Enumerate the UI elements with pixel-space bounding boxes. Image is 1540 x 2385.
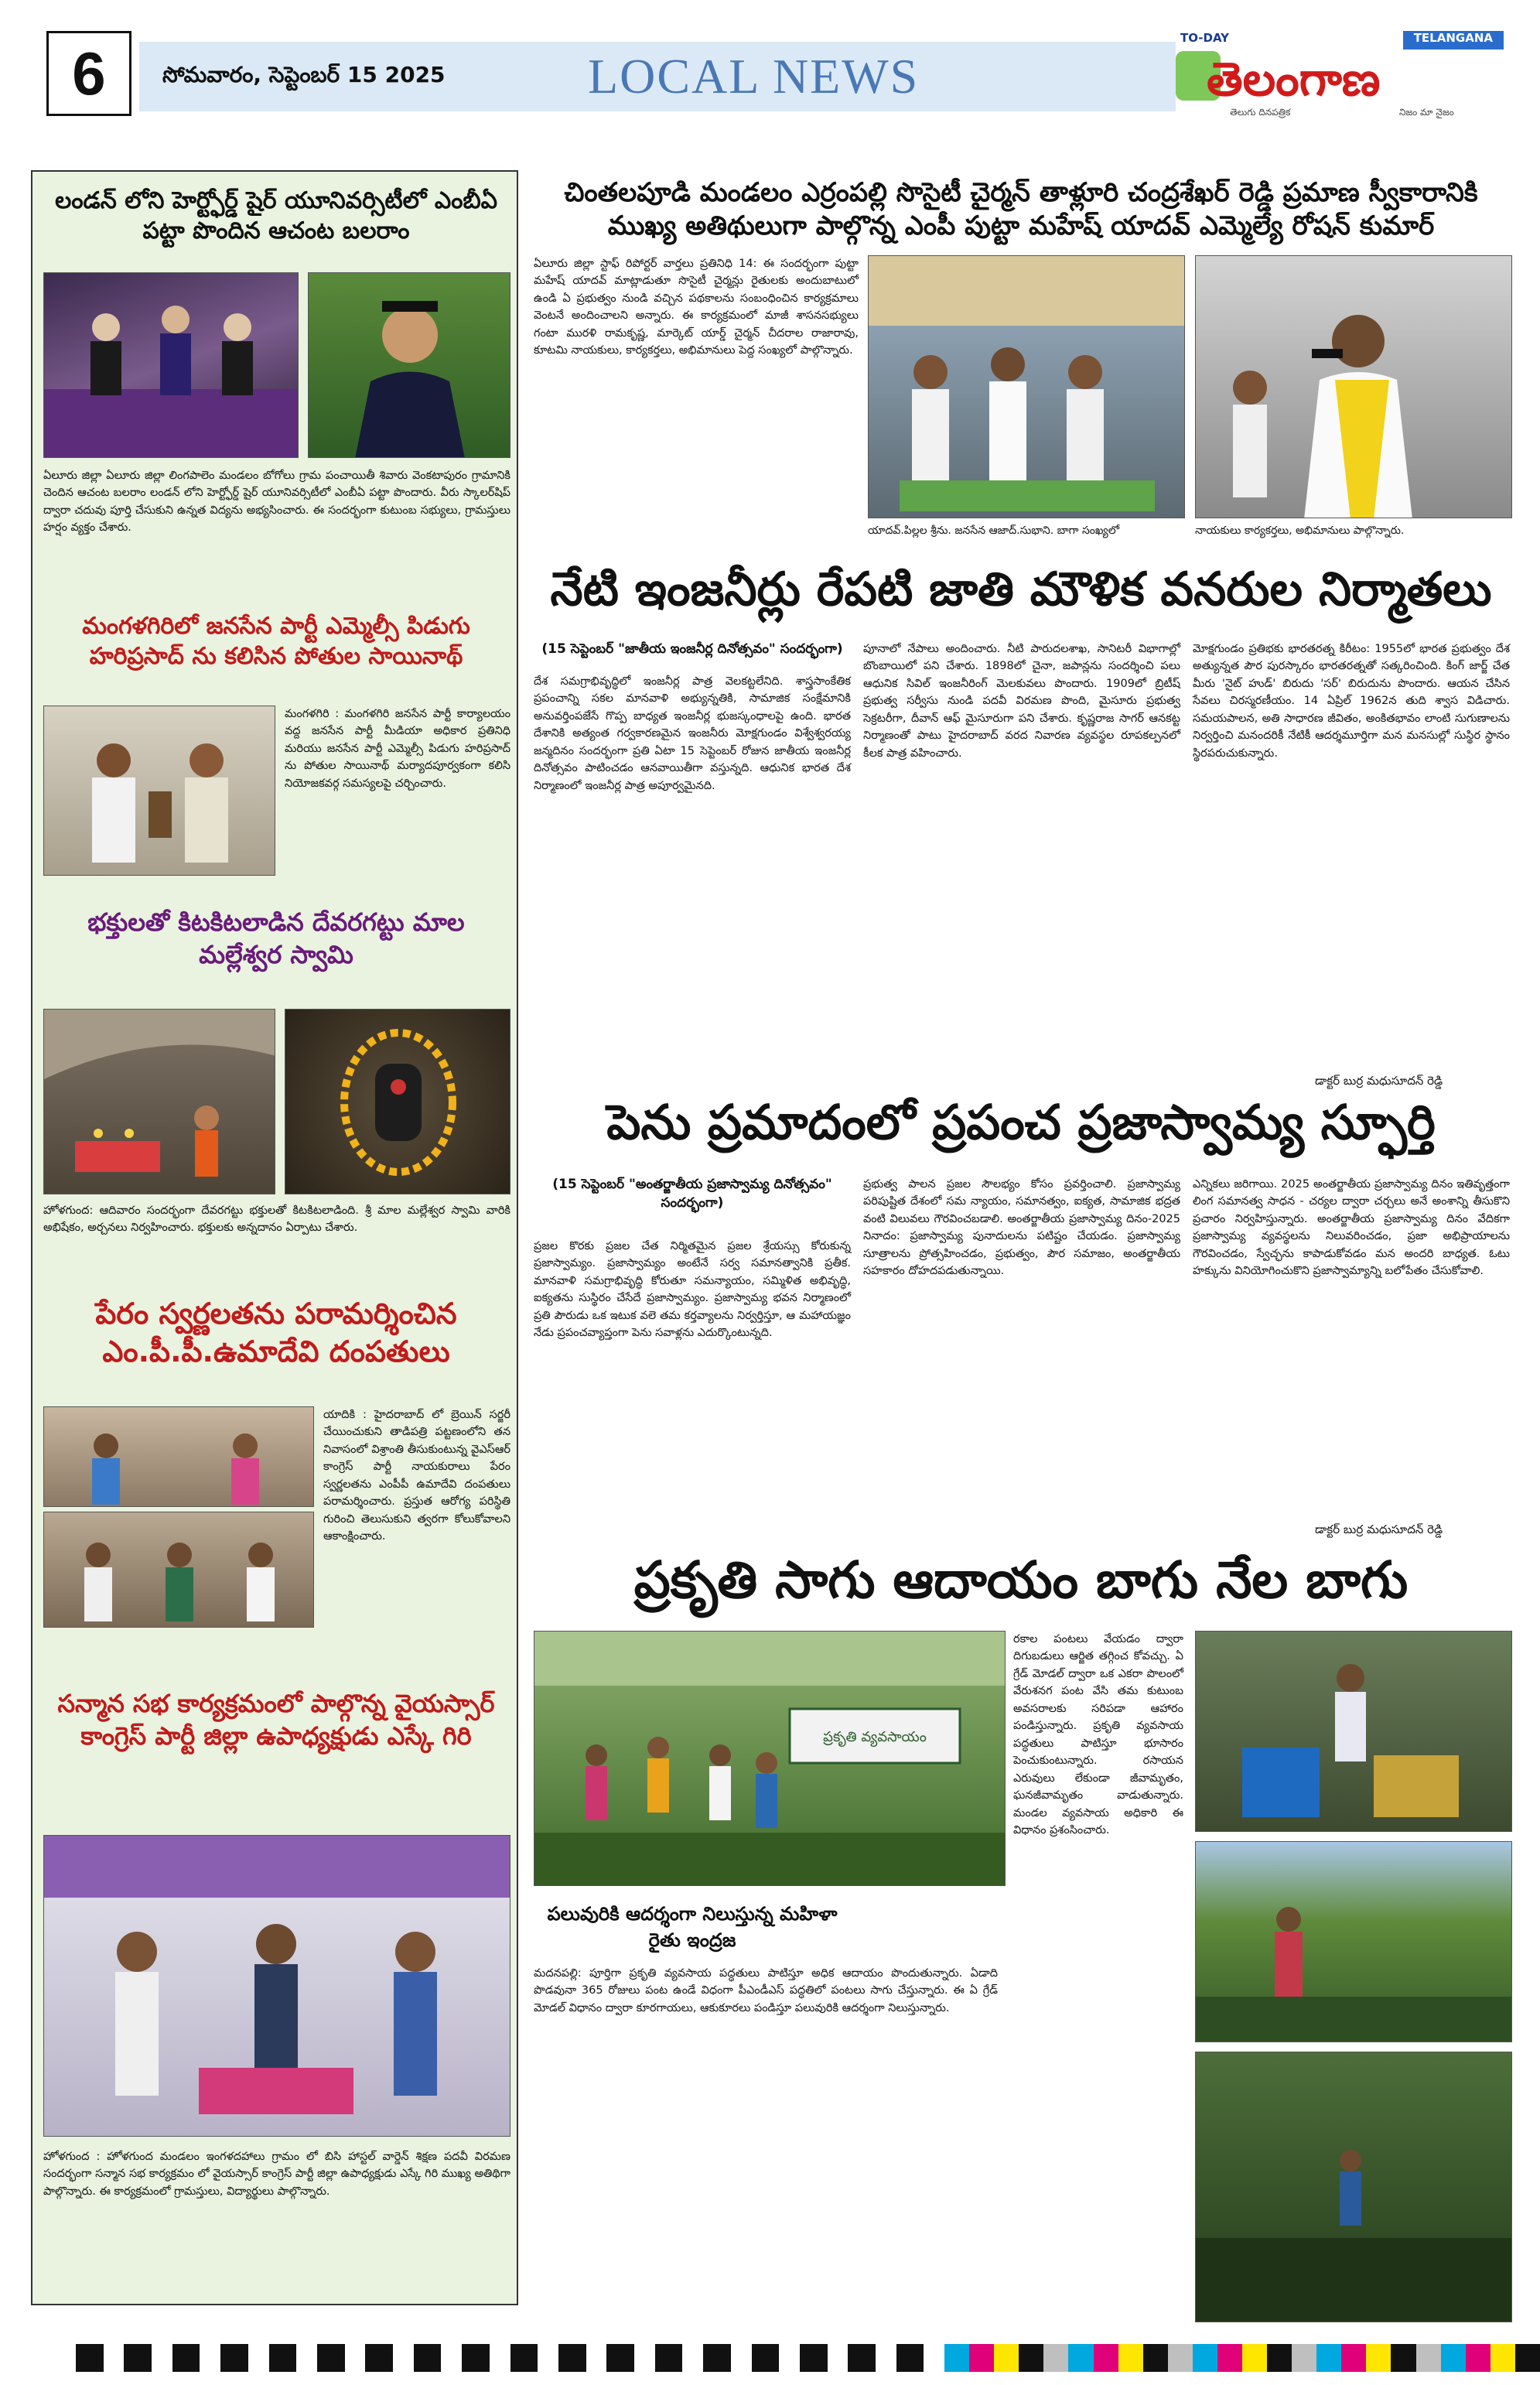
mp-speaking-photo [1195,255,1512,518]
democracy-subhead: (15 సెప్టెంబర్ "అంతర్జాతీయ ప్రజాస్వామ్య దినోత్సవం" సందర్భంగా) [552,1177,832,1211]
story2-headline: మంగళగిరిలో జనసేన పార్టీ ఎమ్మెల్సీ పిడుగు హరిప్రసాద్ ను కలిసిన పోతుల సాయినాథ్ [82,613,470,670]
page-number: 6 [46,31,131,116]
print-color-bar [0,2344,1540,2372]
story4-headline: పేరం స్వర్ణలతను పరామర్శించిన ఎం.పీ.పీ.ఉమాదేవి దంపతులు [95,1297,457,1369]
story5-headline: సన్మాన సభ కార్యక్రమంలో పాల్గొన్న వైయస్సార్ కాంగ్రెస్ పార్టీ జిల్లా ఉపాధ్యక్షుడు ఎస్కే గిరి [57,1689,495,1751]
deity-idol-photo [285,1009,510,1194]
newspaper-logo [1176,31,1508,124]
farming-col-1: మదనపల్లి: పూర్తిగా ప్రకృతి వ్యవసాయ పద్ధతులు పాటిస్తూ అధిక ఆదాయం పొందుతున్నారు. ఏడాది పొడవునా 365 రోజులు పంట ఉండే విధంగా పీఎండీఎస్ పద్ధతిలో పంటలు సాగు చేస్తున్నారు. ఈ ఏ గ్రేడ్ మోడల్ విధానం ద్వారా కూరగాయలు, ఆకుకూరలు పండిస్తూ పలువురికి ఆదర్శంగా నిలుస్తున్నారు. [534,1967,998,2014]
visit-photo-2 [43,1512,314,1628]
engineers-headline: నేటి ఇంజనీర్లు రేపటి జాతి మౌళిక వనరుల నిర్మాతలు [550,562,1492,617]
story3-body: హోళగుంద: ఆదివారం సందర్భంగా దేవరగట్టు భక్తులతో కిటకిటలాడింది. శ్రీ మాల మల్లేశ్వర స్వామి వారికి అభిషేకం, అర్చనలు నిర్వహించారు. భక్తులకు అన్నదానం ఏర్పాటు చేశారు. [43,1204,510,1235]
logo-name: తెలంగాణ [1207,53,1381,107]
photo-banner-text: ప్రకృతి వ్యవసాయం [823,1729,927,1745]
meeting-photo [43,706,275,876]
engineers-signature: డాక్టర్ బుర్ర మధుసూదన్ రెడ్డి [1315,1074,1443,1088]
logo-today: TO-DAY [1180,31,1229,45]
left-column [31,170,518,2305]
farming-side-caption: పలువురికి ఆదర్శంగా నిలుస్తున్న మహిళా రైతు ఇంద్రజ [547,1903,838,1951]
logo-top-strip [1176,31,1508,50]
logo-telangana: TELANGANA [1403,31,1504,50]
felicitation-photo [43,1835,510,2137]
swearing-in-photo [868,255,1185,518]
section-title: LOCAL NEWS [588,49,920,104]
page-header [46,31,1508,124]
farmer-woman-photo-1 [1195,1631,1512,1832]
story4-body: యాదికి : హైదరాబాద్ లో బ్రెయిన్ సర్జరీ చేయించుకుని తాడిపత్రి పట్టణంలోని తన నివాసంలో విశ్రాంతి తీసుకుంటున్న వైఎస్ఆర్ కాంగ్రెస్ పార్టీ నాయకురాలు పేరం స్వర్ణలతను ఎంపీపీ ఉమాదేవి దంపతులు పరామర్శించారు. ప్రస్తుత ఆరోగ్య పరిస్థితి గురించి తెలుసుకుని త్వరగా కోలుకోవాలని ఆకాంక్షించారు. [323,1409,510,1543]
top-story-caption-2: నాయకులు కార్యకర్తలు, అభిమానులు పాల్గొన్నారు. [1195,524,1405,537]
logo-tagline [1176,107,1508,120]
farming-headline: ప్రకృతి సాగు ఆదాయం బాగు నేల బాగు [633,1550,1409,1610]
story1-body: ఏలూరు జిల్లా ఏలూరు జిల్లా లింగపాలెం మండలం బోగోలు గ్రామ పంచాయితీ శివారు వెంకటాపురం గ్రామానికి చెందిన ఆచంట బలరాం లండన్ లోని హెర్ట్ఫోర్డ్ షైర్ యూనివర్సిటీలో ఎంబీఏ పట్టా పొందారు. వీరు స్కాలర్‌షిప్ ద్వారా చదువు పూర్తి చేసుకుని ఉన్నత విద్యను అభ్యసించారు. ఈ సందర్భంగా కుటుంబ సభ్యులు, గ్రామస్తులు హర్షం వ్యక్తం చేశారు. [43,470,510,535]
story3-headline: భక్తులతో కిటకిటలాడిన దేవరగట్టు మాల మల్లేశ్వర స్వామి [87,907,465,969]
graduate-portrait-photo [308,272,510,458]
farming-col-2: రకాల పంటలు వేయడం ద్వారా దిగుబడులు ఆర్జిత తగ్గించ కోవచ్చు. ఏ గ్రేడ్ మోడల్ ద్వారా ఒక ఎకరా పొలంలో వేరుశనగ పంట వేసి తమ కుటుంబ అవసరాలకు సరిపడా ఆహారం పండిస్తున్నారు. ప్రకృతి వ్యవసాయ పద్ధతులు పాటిస్తూ భూసారం పెంచుకుంటున్నారు. రసాయన ఎరువులు లేకుండా జీవామృతం, ఘనజీవామృతం వాడుతున్నారు. మండల వ్యవసాయ అధికారి ఈ విధానం ప్రశంసించారు. [1013,1633,1183,1837]
story2-body: మంగళగిరి : మంగళగిరి జనసేన పార్టీ కార్యాలయం వద్ద జనసేన పార్టీ మీడియా అధికార ప్రతినిధి మరియు జనసేన పార్టీ ఎమ్మెల్సీ పిడుగు హరిప్రసాద్ ను పోతుల సాయినాథ్ మర్యాదపూర్వకంగా కలిసి నియోజకవర్గ సమస్యలపై చర్చించారు. [285,708,510,790]
top-story-headline: చింతలపూడి మండలం ఎర్రంపల్లి సొసైటీ చైర్మన్ తాళ్లూరి చంద్రశేఖర్ రెడ్డి ప్రమాణ స్వీకారానికి ముఖ్య అతిథులుగా పాల్గొన్న ఎంపీ పుట్టా మహేష్ యాదవ్ ఎమ్మెల్యే రోషన్ కుమార్ [564,177,1478,241]
farmer-woman-photo-2 [1195,1841,1512,2042]
democracy-col-3: ఎన్నికలు జరిగాయి. 2025 అంతర్జాతీయ ప్రజాస్వామ్య దినం ఇతివృత్తంగా లింగ సమానత్వ సాధన - చర్యల ద్వారా చర్చలు అనే అంశాన్ని తీసుకొని ప్రచారం నిర్వహిస్తున్నారు. అంతర్జాతీయ ప్రజాస్వామ్య దినం వేదికగా ప్రజాస్వామ్య వ్యవస్థలను నిలువరించడం, ప్రజా అభిప్రాయాలను గౌరవించడం, స్వేచ్ఛను కాపాడుకోవడం మన అందరి బాధ్యత. ఓటు హక్కును వినియోగించుకొని ప్రజాస్వామ్యాన్ని బలోపేతం చేసుకోవాలి. [1193,1178,1510,1278]
story1-headline: లండన్ లోని హెర్ట్ఫోర్డ్ షైర్ యూనివర్సిటీలో ఎంబీఏ పట్టా పొందిన ఆచంట బలరాం [55,187,497,244]
farm-field-photo [1195,2052,1512,2322]
democracy-headline: పెను ప్రమాదంలో ప్రపంచ ప్రజాస్వామ్య స్ఫూర్తి [606,1094,1436,1150]
engineers-col-1: దేశ సమగ్రాభివృద్ధిలో ఇంజనీర్ల పాత్ర వెలకట్టలేనిది. శాస్త్రసాంకేతిక ప్రపంచాన్ని సకల మానవాళి అభ్యున్నతికి, సామాజిక సంక్షేమానికి అనువర్తింపజేసే గొప్ప బాధ్యత ఇంజనీర్ల భుజస్కంధాలపై ఉంది. భారత దేశానికి అత్యంత గర్వకారణమైన ఇంజనీరు మోక్షగుండం విశ్వేశ్వరయ్య జన్మదినం సందర్భంగా ప్రతి ఏటా 15 సెప్టెంబర్ రోజున జాతీయ ఇంజనీర్ల దినోత్సవం పాటించడం ఆనవాయితీగా వస్తున్నది. ఆధునిక భారత దేశ నిర్మాణంలో ఇంజనీర్ల పాత్ర అపూర్వమైనది. [534,675,851,792]
democracy-col-1: ప్రజల కొరకు ప్రజల చేత నిర్మితమైన ప్రజల శ్రేయస్సు కోరుకున్న ప్రజాస్వామ్యం. ప్రజాస్వామ్యం అంటేనే సర్వ సమానత్వానికి ప్రతీక. మానవాళి సమగ్రాభివృద్ధి కోరుతూ సమన్యాయం, సమ్మిళిత అభివృద్ధి, ఐక్యతను సుస్థిరం చేసేదే ప్రజాస్వామ్యం. ప్రజాస్వామ్య భవన నిర్మాణంలో ప్రతి పౌరుడు ఒక ఇటుక వలె తమ కర్తవ్యాలను నిర్వర్తిస్తూ, ఆ మహాయజ్ఞం నేడు ప్రపంచవ్యాప్తంగా పెను సవాళ్లను ఎదుర్కొంటున్నది. [534,1240,851,1340]
top-story-caption-1: యాదవ్.పిల్లల శ్రీను. జనసేన ఆజాద్.సుభాని. బాగా సంఖ్యలో [868,524,1120,537]
democracy-col-2: ప్రభుత్వ పాలన ప్రజల సౌలభ్యం కోసం ప్రవర్తించాలి. ప్రజాస్వామ్య పరిపుష్టిత దేశంలో సమ న్యాయం, సమానత్వం, ఐక్యత, సామాజిక భద్రత వంటి విలువలు గౌరవించబడాలి. అంతర్జాతీయ ప్రజాస్వామ్య దినం-2025 నినాదం: ప్రజాస్వామ్య పునాదులను పటిష్టం చేయడం. ప్రజాస్వామ్య సూత్రాలను ప్రోత్సహించడం, ప్రభుత్వం, పౌర సమాజం, అంతర్జాతీయ సహకారం దోహదపడుతున్నాయి. [863,1178,1180,1278]
engineers-col-2: పూనాలో నేపాలు అందించారు. నీటి పారుదలశాఖ, సానిటరీ విభాగాల్లో బొంబాయిలో పని చేశారు. 1898లో చైనా, జపాన్లను సందర్శించి పలు ఆధునిక సివిల్ ఇంజనీరింగ్ మెలకువలు పొందారు. 1909లో బ్రిటీష్ ప్రభుత్వ సర్వీసు నుండి పదవీ విరమణ పొంది, మైసూరు ప్రభుత్వ సెక్రటరీగా, దీవాన్ ఆఫ్ మైసూరుగా పని చేశారు. కృష్ణరాజ సాగర్ ఆనకట్ట నిర్మాణంతో పాటు హైదరాబాద్ వరద నివారణ వ్యవస్థల రూపకల్పనలో కీలక పాత్ర వహించారు. [863,643,1180,760]
top-story-body: ఏలూరు జిల్లా స్టాఫ్ రిపోర్టర్ వార్తలు ప్రతినిధి 14: ఈ సందర్భంగా పుట్టా మహేష్ యాదవ్ మాట్లాడుతూ సొసైటీ చైర్మన్లు రైతులకు అందుబాటులో ఉండి ఏ ప్రభుత్వం నుండి వచ్చిన పథకాలను సంబంధించిన కార్యక్రమాలు వెంటనే అందించాలని అన్నారు. ఈ కార్యక్రమంలో మాజీ శాసనసభ్యులు గంటా మురళి రామకృష్ణ, మార్కెట్ యార్డ్ చైర్మన్ చీదరాల రాజారావు, కూటమి నాయకులు, కార్యకర్తలు, అభిమానులు పెద్ద సంఖ్యలో పాల్గొన్నారు. [534,258,859,357]
engineers-col-3: మోక్షగుండం ప్రతిభకు భారతరత్న కిరీటం: 1955లో భారత ప్రభుత్వం దేశ అత్యున్నత పౌర పురస్కారం భారతరత్నతో సత్కరించింది. కింగ్ జార్జ్ చేత మీరు 'నైట్ హుడ్' బిరుదు 'సర్' బిరుదును పొందారు. ఆయన చేసిన సేవలు చిరస్మరణీయం. 14 ఏప్రిల్ 1962న తుది శ్వాస విడిచారు. సమయపాలన, అతి సాధారణ జీవితం, అంకితభావం లాంటి సుగుణాలను నిర్వర్తించి మనందరికీ నేటికీ ఆదర్శమూర్తిగా మన మనసుల్లో సుస్థిర స్థానం స్థిరపరుచుకున్నారు. [1193,643,1510,760]
visit-photo-1 [43,1406,314,1507]
story5-body: హోళగుంద : హోళగుంద మండలం ఇంగళదహాలు గ్రామం లో బిసి హాస్టల్ వార్డెన్ శిక్షణ పదవీ విరమణ సందర్భంగా సన్మాన సభ కార్యక్రమం లో వైయస్సార్ కాంగ్రెస్ పార్టీ జిల్లా ఉపాధ్యక్షుడు ఎస్కే గిరి ముఖ్య అతిథిగా పాల్గొన్నారు. ఈ కార్యక్రమంలో గ్రామస్తులు, విద్యార్థులు పాల్గొన్నారు. [43,2151,510,2198]
democracy-signature: డాక్టర్ బుర్ర మధుసూదన్ రెడ్డి [1315,1522,1443,1536]
engineers-subhead: (15 సెప్టెంబర్ "జాతీయ ఇంజనీర్ల దినోత్సవం" సందర్భంగా) [541,641,843,657]
temple-devotees-photo [43,1009,275,1194]
graduation-ceremony-photo [43,272,299,458]
logo-sub-left: తెలుగు దినపత్రిక [1230,107,1291,118]
logo-sub-right: నిజం మా నైజం [1398,107,1454,118]
page-date: సోమవారం, సెప్టెంబర్ 15 2025 [162,62,446,87]
farm-meeting-photo [534,1631,1006,1886]
